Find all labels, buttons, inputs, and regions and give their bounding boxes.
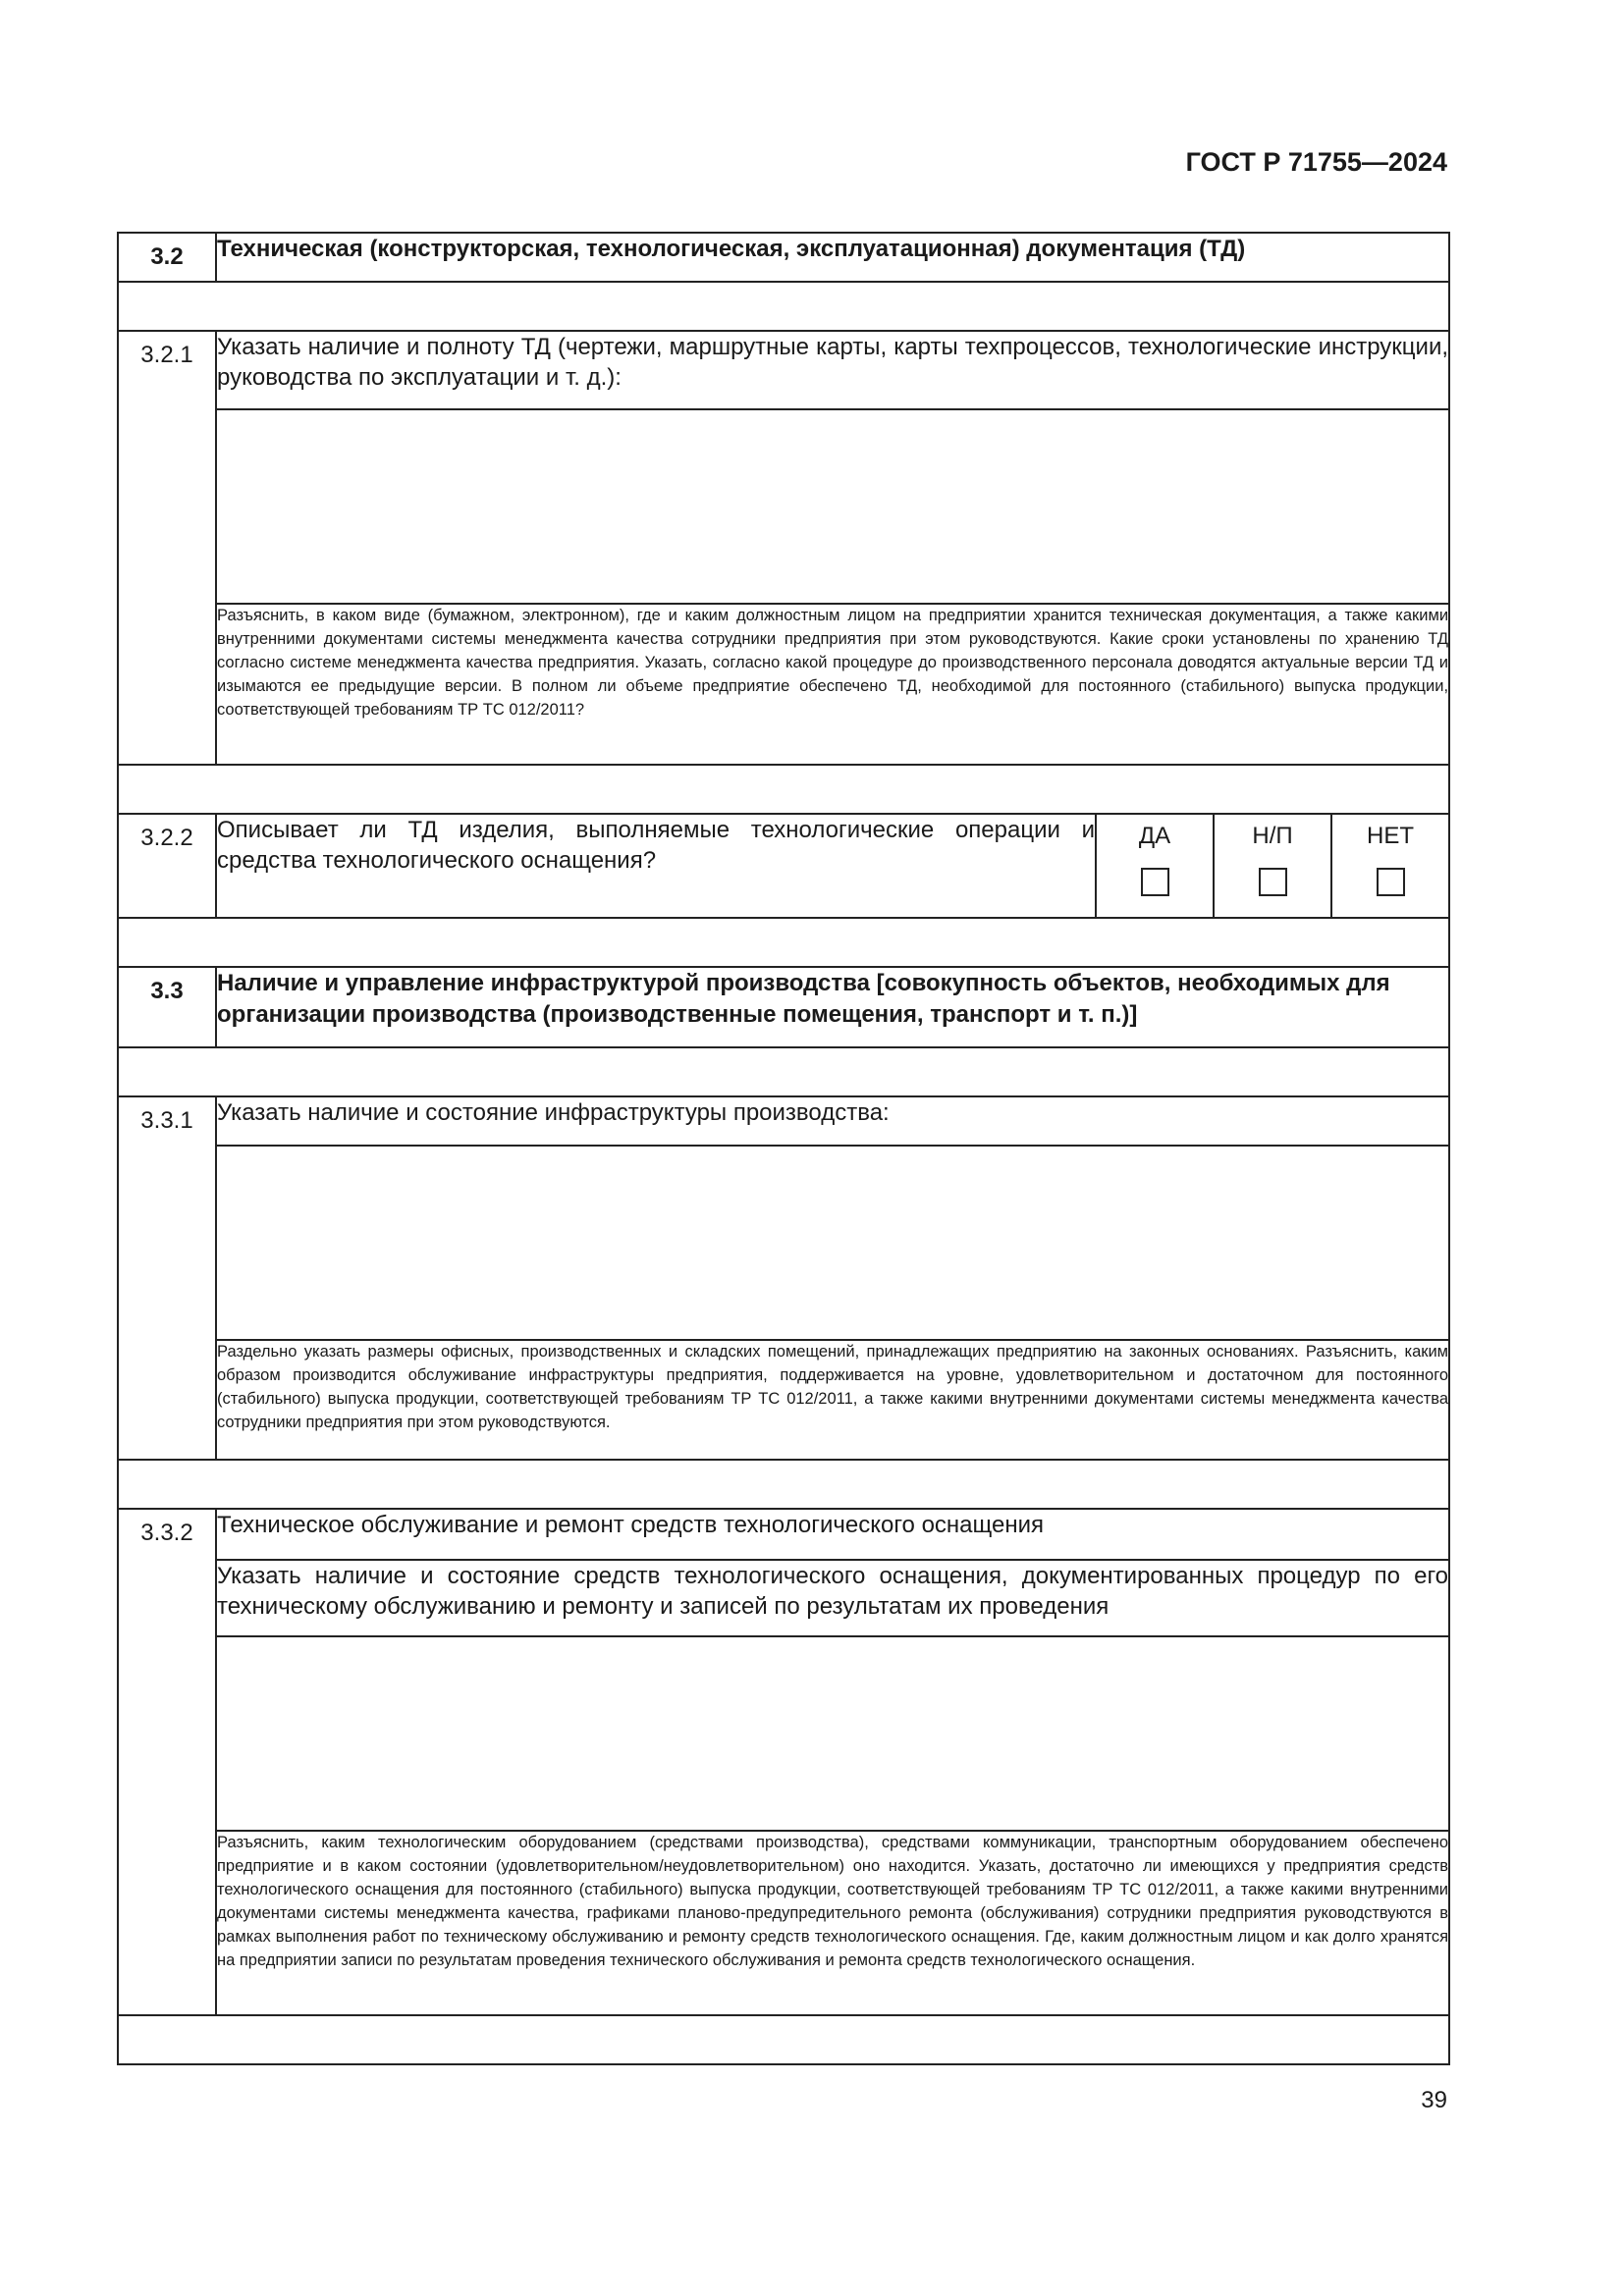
no-checkbox[interactable] [1377, 868, 1405, 896]
section-number: 3.3 [118, 967, 216, 1047]
question-text: Описывает ли ТД изделия, выполняемые технологические операции и средства технологического оснащения? [216, 814, 1096, 918]
item-3-2-1-question-row [118, 331, 1449, 409]
option-label: Н/П [1252, 823, 1293, 849]
page-number: 39 [1421, 2087, 1447, 2113]
item-3-2-1-answer-row [118, 409, 1449, 604]
item-number: 3.2.2 [118, 814, 216, 918]
item-number: 3.3.2 [118, 1509, 216, 2015]
section-number: 3.2 [118, 233, 216, 282]
option-na [1214, 814, 1331, 918]
answer-field[interactable] [216, 1146, 1449, 1340]
option-label: НЕТ [1367, 823, 1415, 849]
item-3-3-2-subtitle-row [118, 1509, 1449, 1560]
option-yes [1096, 814, 1214, 918]
item-3-2-2-row [118, 814, 1449, 918]
guidance-note: Разъяснить, в каком виде (бумажном, электронном), где и каким должностным лицом на предприятии хранится техническая документация, а также какими внутренними документами системы менеджмента качества сотрудники предприятия при этом руководствуются. Какие сроки установлены по хранению ТД согласно системе менеджмента качества предприятия. Указать, согласно какой процедуре до производственного персонала доводятся актуальные версии ТД и изымаются ее предыдущие версии. В полном ли объеме предприятие обеспечено ТД, необходимой для постоянного (стабильного) выпуска продукции, соответствующей требованиям ТР ТС 012/2011? [216, 604, 1449, 765]
item-3-3-2-question-row [118, 1560, 1449, 1636]
spacer-row [118, 282, 1449, 331]
answer-field[interactable] [216, 409, 1449, 604]
spacer-row [118, 2015, 1449, 2064]
section-title: Наличие и управление инфраструктурой производства [совокупность объектов, необходимых для организации производства (производственные помещения, транспорт и т. п.)] [216, 967, 1449, 1047]
guidance-note: Разъяснить, каким технологическим оборудованием (средствами производства), средствами коммуникации, транспортным оборудованием обеспечено предприятие и в каком состоянии (удовлетворительном/неудовлетворительном) оно находится. Указать, достаточно ли имеющихся у предприятия средств технологического оснащения для постоянного (стабильного) выпуска продукции, соответствующей требованиям ТР ТС 012/2011, а также какими внутренними документами системы менеджмента качества, графиками планово-предупредительного ремонта (обслуживания) сотрудники предприятия руководствуются в рамках выполнения работ по техническому обслуживанию и ремонту средств технологического оснащения. Где, каким должностным лицом и как долго хранятся на предприятии записи по результатам проведения технического обслуживания и ремонта средств технологического оснащения. [216, 1831, 1449, 2015]
guidance-note: Раздельно указать размеры офисных, производственных и складских помещений, принадлежащих предприятию на законных основаниях. Разъяснить, каким образом производится обслуживание инфраструктуры предприятия, поддерживается на уровне, удовлетворительном и достаточном для постоянного (стабильного) выпуска продукции, соответствующей требованиям ТР ТС 012/2011, а также какими внутренними документами системы менеджмента качества сотрудники предприятия при этом руководствуются. [216, 1340, 1449, 1460]
item-number: 3.3.1 [118, 1096, 216, 1460]
item-3-3-1-note-row [118, 1340, 1449, 1460]
section-title: Техническая (конструкторская, технологическая, эксплуатационная) документация (ТД) [216, 233, 1449, 282]
option-label: ДА [1138, 823, 1171, 849]
audit-form-table [117, 232, 1450, 2065]
section-3-3-header-row [118, 967, 1449, 1047]
answer-field[interactable] [216, 1636, 1449, 1831]
item-3-3-1-question-row [118, 1096, 1449, 1146]
item-number: 3.2.1 [118, 331, 216, 765]
spacer-row [118, 1460, 1449, 1509]
subsection-title: Техническое обслуживание и ремонт средств технологического оснащения [216, 1509, 1449, 1560]
option-no [1331, 814, 1449, 918]
question-text: Указать наличие и полноту ТД (чертежи, маршрутные карты, карты техпроцессов, технологические инструкции, руководства по эксплуатации и т. д.): [216, 331, 1449, 409]
item-3-3-1-answer-row [118, 1146, 1449, 1340]
spacer-row [118, 918, 1449, 967]
spacer-row [118, 765, 1449, 814]
section-3-2-header-row [118, 233, 1449, 282]
document-code: ГОСТ Р 71755—2024 [1185, 147, 1447, 177]
item-3-2-1-note-row [118, 604, 1449, 765]
question-text: Указать наличие и состояние средств технологического оснащения, документированных процедур по его техническому обслуживанию и ремонту и записей по результатам их проведения [216, 1560, 1449, 1636]
item-3-3-2-answer-row [118, 1636, 1449, 1831]
na-checkbox[interactable] [1259, 868, 1287, 896]
spacer-row [118, 1047, 1449, 1096]
item-3-3-2-note-row [118, 1831, 1449, 2015]
yes-checkbox[interactable] [1141, 868, 1169, 896]
question-text: Указать наличие и состояние инфраструктуры производства: [216, 1096, 1449, 1146]
